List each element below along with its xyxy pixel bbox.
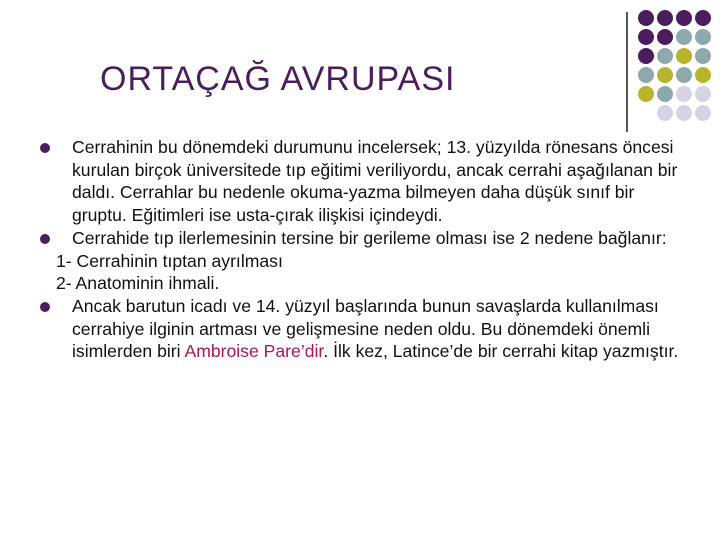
bullet-text-part: . İlk kez, Latince’de bir cerrahi kitap yazmıştır. <box>323 341 679 362</box>
bullet-item <box>40 136 690 227</box>
slide-title: ORTAÇAĞ AVRUPASI <box>100 60 456 98</box>
decorative-dot-icon <box>695 48 711 64</box>
bullet-item <box>40 295 690 363</box>
decorative-dot-icon <box>638 29 654 45</box>
decorative-dot-icon <box>638 86 654 102</box>
bullet-text <box>72 296 678 361</box>
decorative-dot-icon <box>695 86 711 102</box>
decorative-dot-icon <box>676 10 692 26</box>
numbered-line: 2- Anatominin ihmali. <box>56 273 220 294</box>
decorative-dot-icon <box>695 29 711 45</box>
decorative-dot-icon <box>695 10 711 26</box>
decorative-dot-icon <box>695 105 711 121</box>
bullet-item <box>40 227 690 250</box>
decorative-dot-icon <box>676 67 692 83</box>
decorative-dot-icon <box>676 29 692 45</box>
bullet-dot-icon <box>40 234 50 244</box>
decorative-dot-icon <box>638 67 654 83</box>
decorative-dot-icon <box>657 86 673 102</box>
bullet-text-part: Ancak barutun icadı ve 14. yüzyıl başlarında bunun savaşlarda kullanılması cerrahiye ilginin artması ve gelişmesine neden oldu. Bu dönemdeki önemli isimlerden biri <box>72 295 659 362</box>
slide-body <box>40 136 690 363</box>
decorative-dot-icon <box>638 48 654 64</box>
decorative-dot-icon <box>657 29 673 45</box>
bullet-dot-icon <box>40 143 50 153</box>
bullet-dot-icon <box>40 302 50 312</box>
decorative-dot-icon <box>676 48 692 64</box>
decorative-dot-icon <box>657 48 673 64</box>
decorative-dot-icon <box>676 86 692 102</box>
decorative-dot-icon <box>638 10 654 26</box>
numbered-line: 1- Cerrahinin tıptan ayrılması <box>56 250 283 271</box>
decorative-dot-icon <box>676 105 692 121</box>
decorative-dot-icon <box>657 10 673 26</box>
bullet-text: Cerrahinin bu dönemdeki durumunu incelersek; 13. yüzyılda rönesans öncesi kurulan birçok üniversitede tıp eğitimi veriliyordu, ancak cerrahi aşağılanan bir daldı. Cerrahlar bu nedenle okuma-yazma bilmeyen daha düşük sınıf bir gruptu. Eğitimleri ise usta-çırak ilişkisi içindeydi. <box>72 137 678 226</box>
decorative-dot-icon <box>657 67 673 83</box>
decorative-dot-icon <box>657 105 673 121</box>
decorative-dot-icon <box>695 67 711 83</box>
highlighted-name: Ambroise Pare’dir <box>184 341 324 362</box>
title-divider-line <box>626 12 628 132</box>
bullet-text: Cerrahide tıp ilerlemesinin tersine bir gerileme olması ise 2 nedene bağlanır: <box>72 227 667 248</box>
